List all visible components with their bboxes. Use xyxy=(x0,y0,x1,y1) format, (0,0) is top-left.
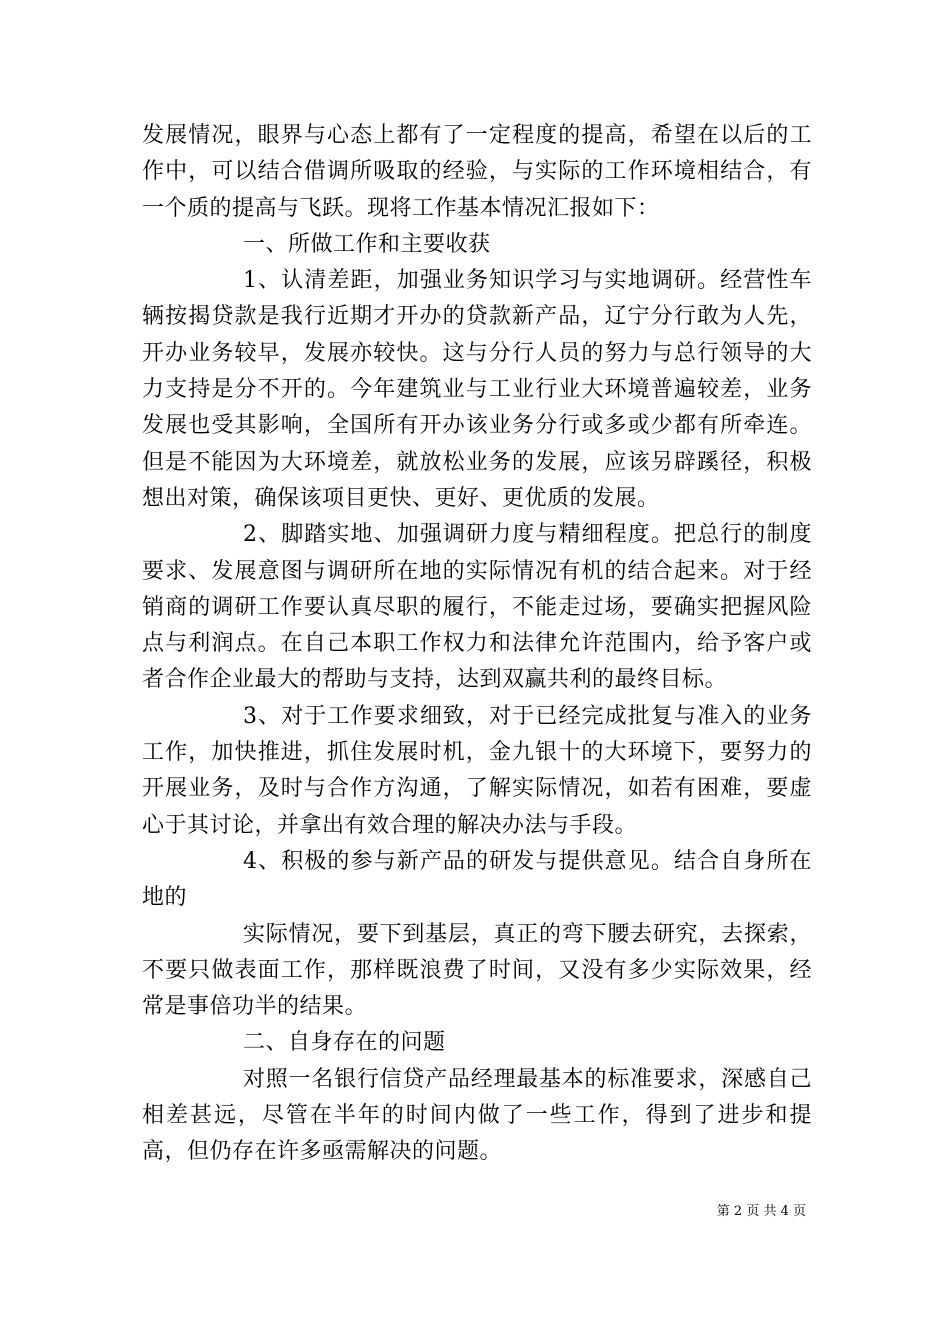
paragraph-item-3: 3、对于工作要求细致，对于已经完成批复与准入的业务工作，加快推进，抓住发展时机，金九银十的大环境下，要努力的开展业务，及时与合作方沟通，了解实际情况，如若有困难，要虚心于其讨论，并拿出有效合理的解决办法与手段。 xyxy=(142,703,812,838)
page-number-footer: 第 2 页 共 4 页 xyxy=(716,1204,806,1219)
paragraph-item-4: 4、积极的参与新产品的研发与提供意见。结合自身所在地的 xyxy=(142,848,812,911)
section-heading-existing-problems: 二、自身存在的问题 xyxy=(243,1030,446,1056)
paragraph-item-2: 2、脚踏实地、加强调研力度与精细程度。把总行的制度要求、发展意图与调研所在地的实际情况有机的结合起来。对于经销商的调研工作要认真尽职的履行，不能走过场，要确实把握风险点与利润点。在自己本职工作权力和法律允许范围内，给予客户或者合作企业最大的帮助与支持，达到双赢共利的最终目标。 xyxy=(142,522,812,693)
document-body xyxy=(142,118,812,1171)
paragraph-item-4-continued: 实际情况，要下到基层，真正的弯下腰去研究，去探索，不要只做表面工作，那样既浪费了时间，又没有多少实际效果，经常是事倍功半的结果。 xyxy=(142,921,812,1020)
paragraph-intro-continued: 发展情况，眼界与心态上都有了一定程度的提高，希望在以后的工作中，可以结合借调所吸取的经验，与实际的工作环境相结合，有一个质的提高与飞跃。现将工作基本情况汇报如下： xyxy=(142,123,812,221)
paragraph-problems: 对照一名银行信贷产品经理最基本的标准要求，深感自己相差甚远，尽管在半年的时间内做了一些工作，得到了进步和提高，但仍存在许多亟需解决的问题。 xyxy=(142,1066,812,1165)
paragraph-item-1: 1、认清差距，加强业务知识学习与实地调研。经营性车辆按揭贷款是我行近期才开办的贷款新产品，辽宁分行敢为人先，开办业务较早，发展亦较快。这与分行人员的努力与总行领导的大力支持是分不开的。今年建筑业与工业行业大环境普遍较差，业务发展也受其影响，全国所有开办该业务分行或多或少都有所牵连。但是不能因为大环境差，就放松业务的发展，应该另辟蹊径，积极想出对策，确保该项目更快、更好、更优质的发展。 xyxy=(142,268,812,511)
section-heading-work-and-gains: 一、所做工作和主要收获 xyxy=(243,231,491,257)
